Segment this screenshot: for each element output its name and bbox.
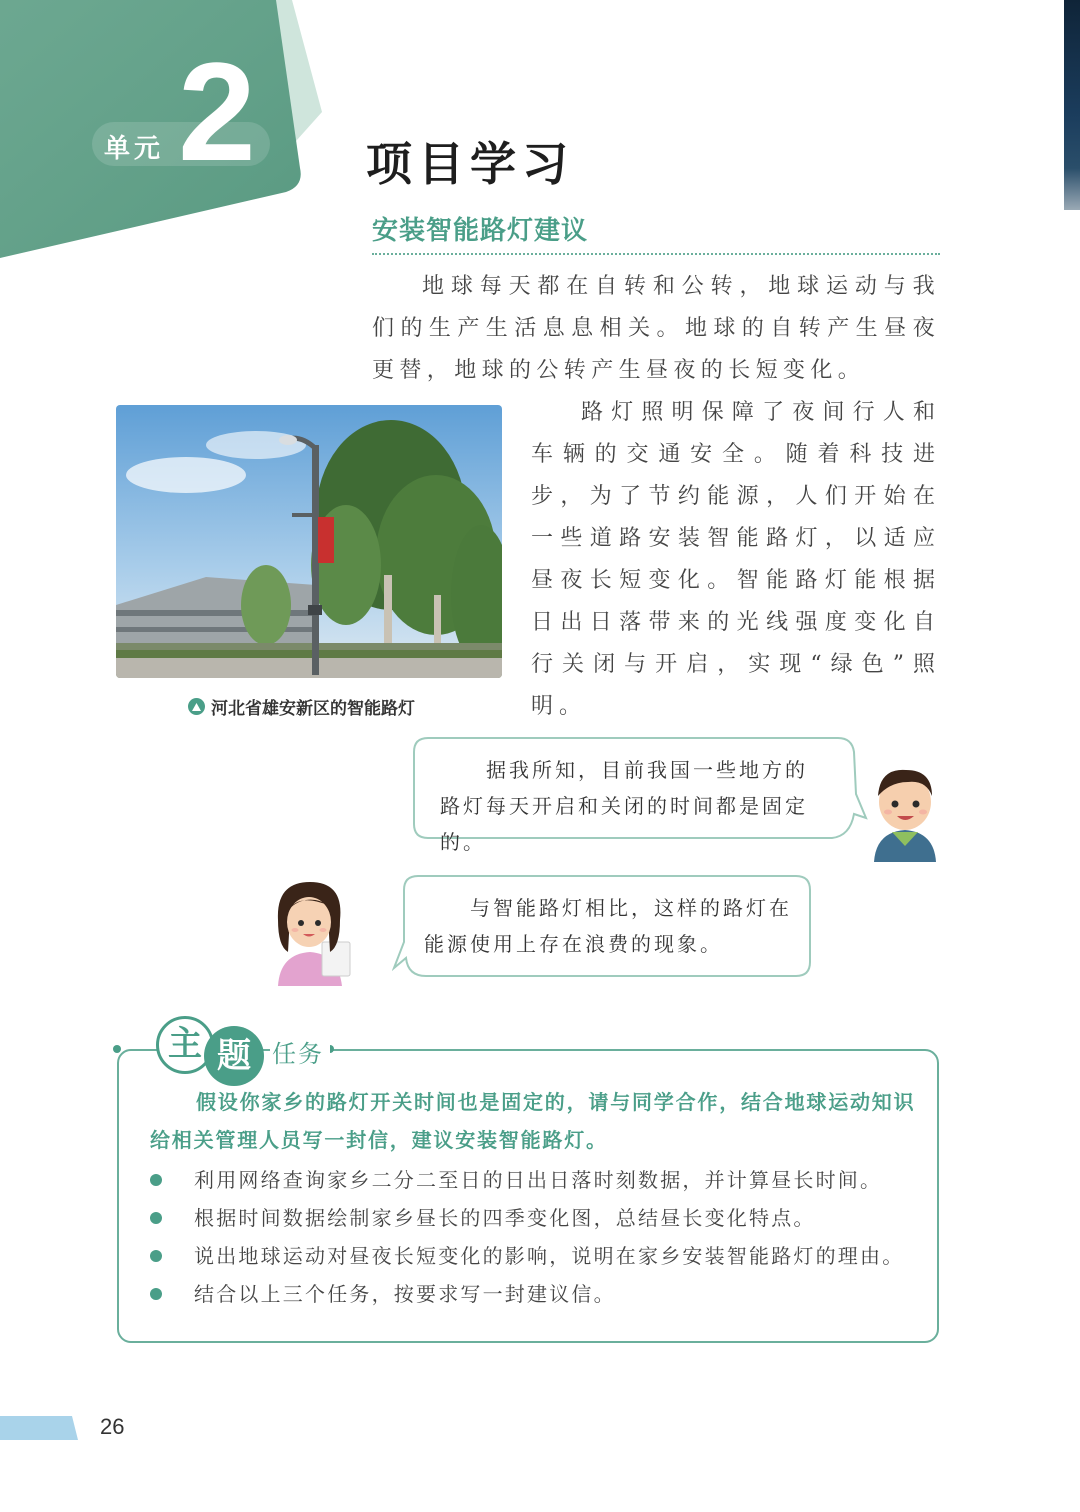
task-item-text: 说出地球运动对昼夜长短变化的影响，说明在家乡安装智能路灯的理由。 — [194, 1244, 905, 1268]
section-subtitle: 安装智能路灯建议 — [372, 216, 589, 246]
photo-caption-text: 河北省雄安新区的智能路灯 — [211, 699, 415, 719]
subtitle-divider — [372, 253, 940, 255]
bullet-dot-icon — [150, 1250, 162, 1262]
intro-paragraph: 地球每天都在自转和公转，地球运动与我们的生产生活息息相关。地球的自转产生昼夜更替，地球的公转产生昼夜的长短变化。 — [372, 274, 940, 383]
unit-label: 单元 — [104, 134, 165, 164]
task-lead-text: 假设你家乡的路灯开关时间也是固定的，请与同学合作，结合地球运动知识给相关管理人员写一封信，建议安装智能路灯。 — [150, 1090, 916, 1152]
streetlight-paragraph: 路灯照明保障了夜间行人和车辆的交通安全。随着科技进步，为了节约能源，人们开始在一些道路安装智能路灯，以适应昼夜长短变化。智能路灯能根据日出日落带来的光线强度变化自行关闭与开启，实现“绿色”照明。 — [531, 400, 941, 719]
smart-streetlight-photo — [116, 405, 502, 678]
heading-circle-ti: 题 — [204, 1026, 264, 1086]
task-list — [148, 1161, 928, 1313]
girl-avatar — [268, 876, 356, 986]
task-item-text: 根据时间数据绘制家乡昼长的四季变化图，总结昼长变化特点。 — [194, 1206, 816, 1230]
girl-speech-text: 与智能路灯相比，这样的路灯在能源使用上存在浪费的现象。 — [424, 896, 792, 956]
theme-task-heading — [150, 1016, 350, 1082]
footer-accent-bar — [0, 1416, 78, 1440]
list-item — [148, 1161, 928, 1199]
heading-circle-zhu: 主 — [156, 1016, 214, 1074]
heading-task-label: 任务 — [270, 1034, 330, 1069]
unit-number: 2 — [178, 33, 256, 190]
page-number: 26 — [100, 1414, 125, 1439]
list-item — [148, 1199, 928, 1237]
triangle-up-icon — [188, 698, 205, 715]
task-item-text: 结合以上三个任务，按要求写一封建议信。 — [194, 1282, 616, 1306]
boy-speech-text: 据我所知，目前我国一些地方的路灯每天开启和关闭的时间都是固定的。 — [440, 758, 808, 854]
task-item-text: 利用网络查询家乡二分二至日的日出日落时刻数据，并计算昼长时间。 — [194, 1168, 883, 1192]
photo-caption — [188, 694, 415, 719]
unit-banner-shape — [0, 0, 340, 270]
unit-banner — [0, 0, 340, 270]
list-item — [148, 1275, 928, 1313]
bullet-dot-icon — [150, 1174, 162, 1186]
task-box-dot-left — [113, 1045, 121, 1053]
list-item — [148, 1237, 928, 1275]
bullet-dot-icon — [150, 1288, 162, 1300]
edge-photo-strip — [1064, 0, 1080, 210]
boy-avatar — [866, 762, 944, 862]
page-title: 项目学习 — [366, 137, 574, 191]
bullet-dot-icon — [150, 1212, 162, 1224]
